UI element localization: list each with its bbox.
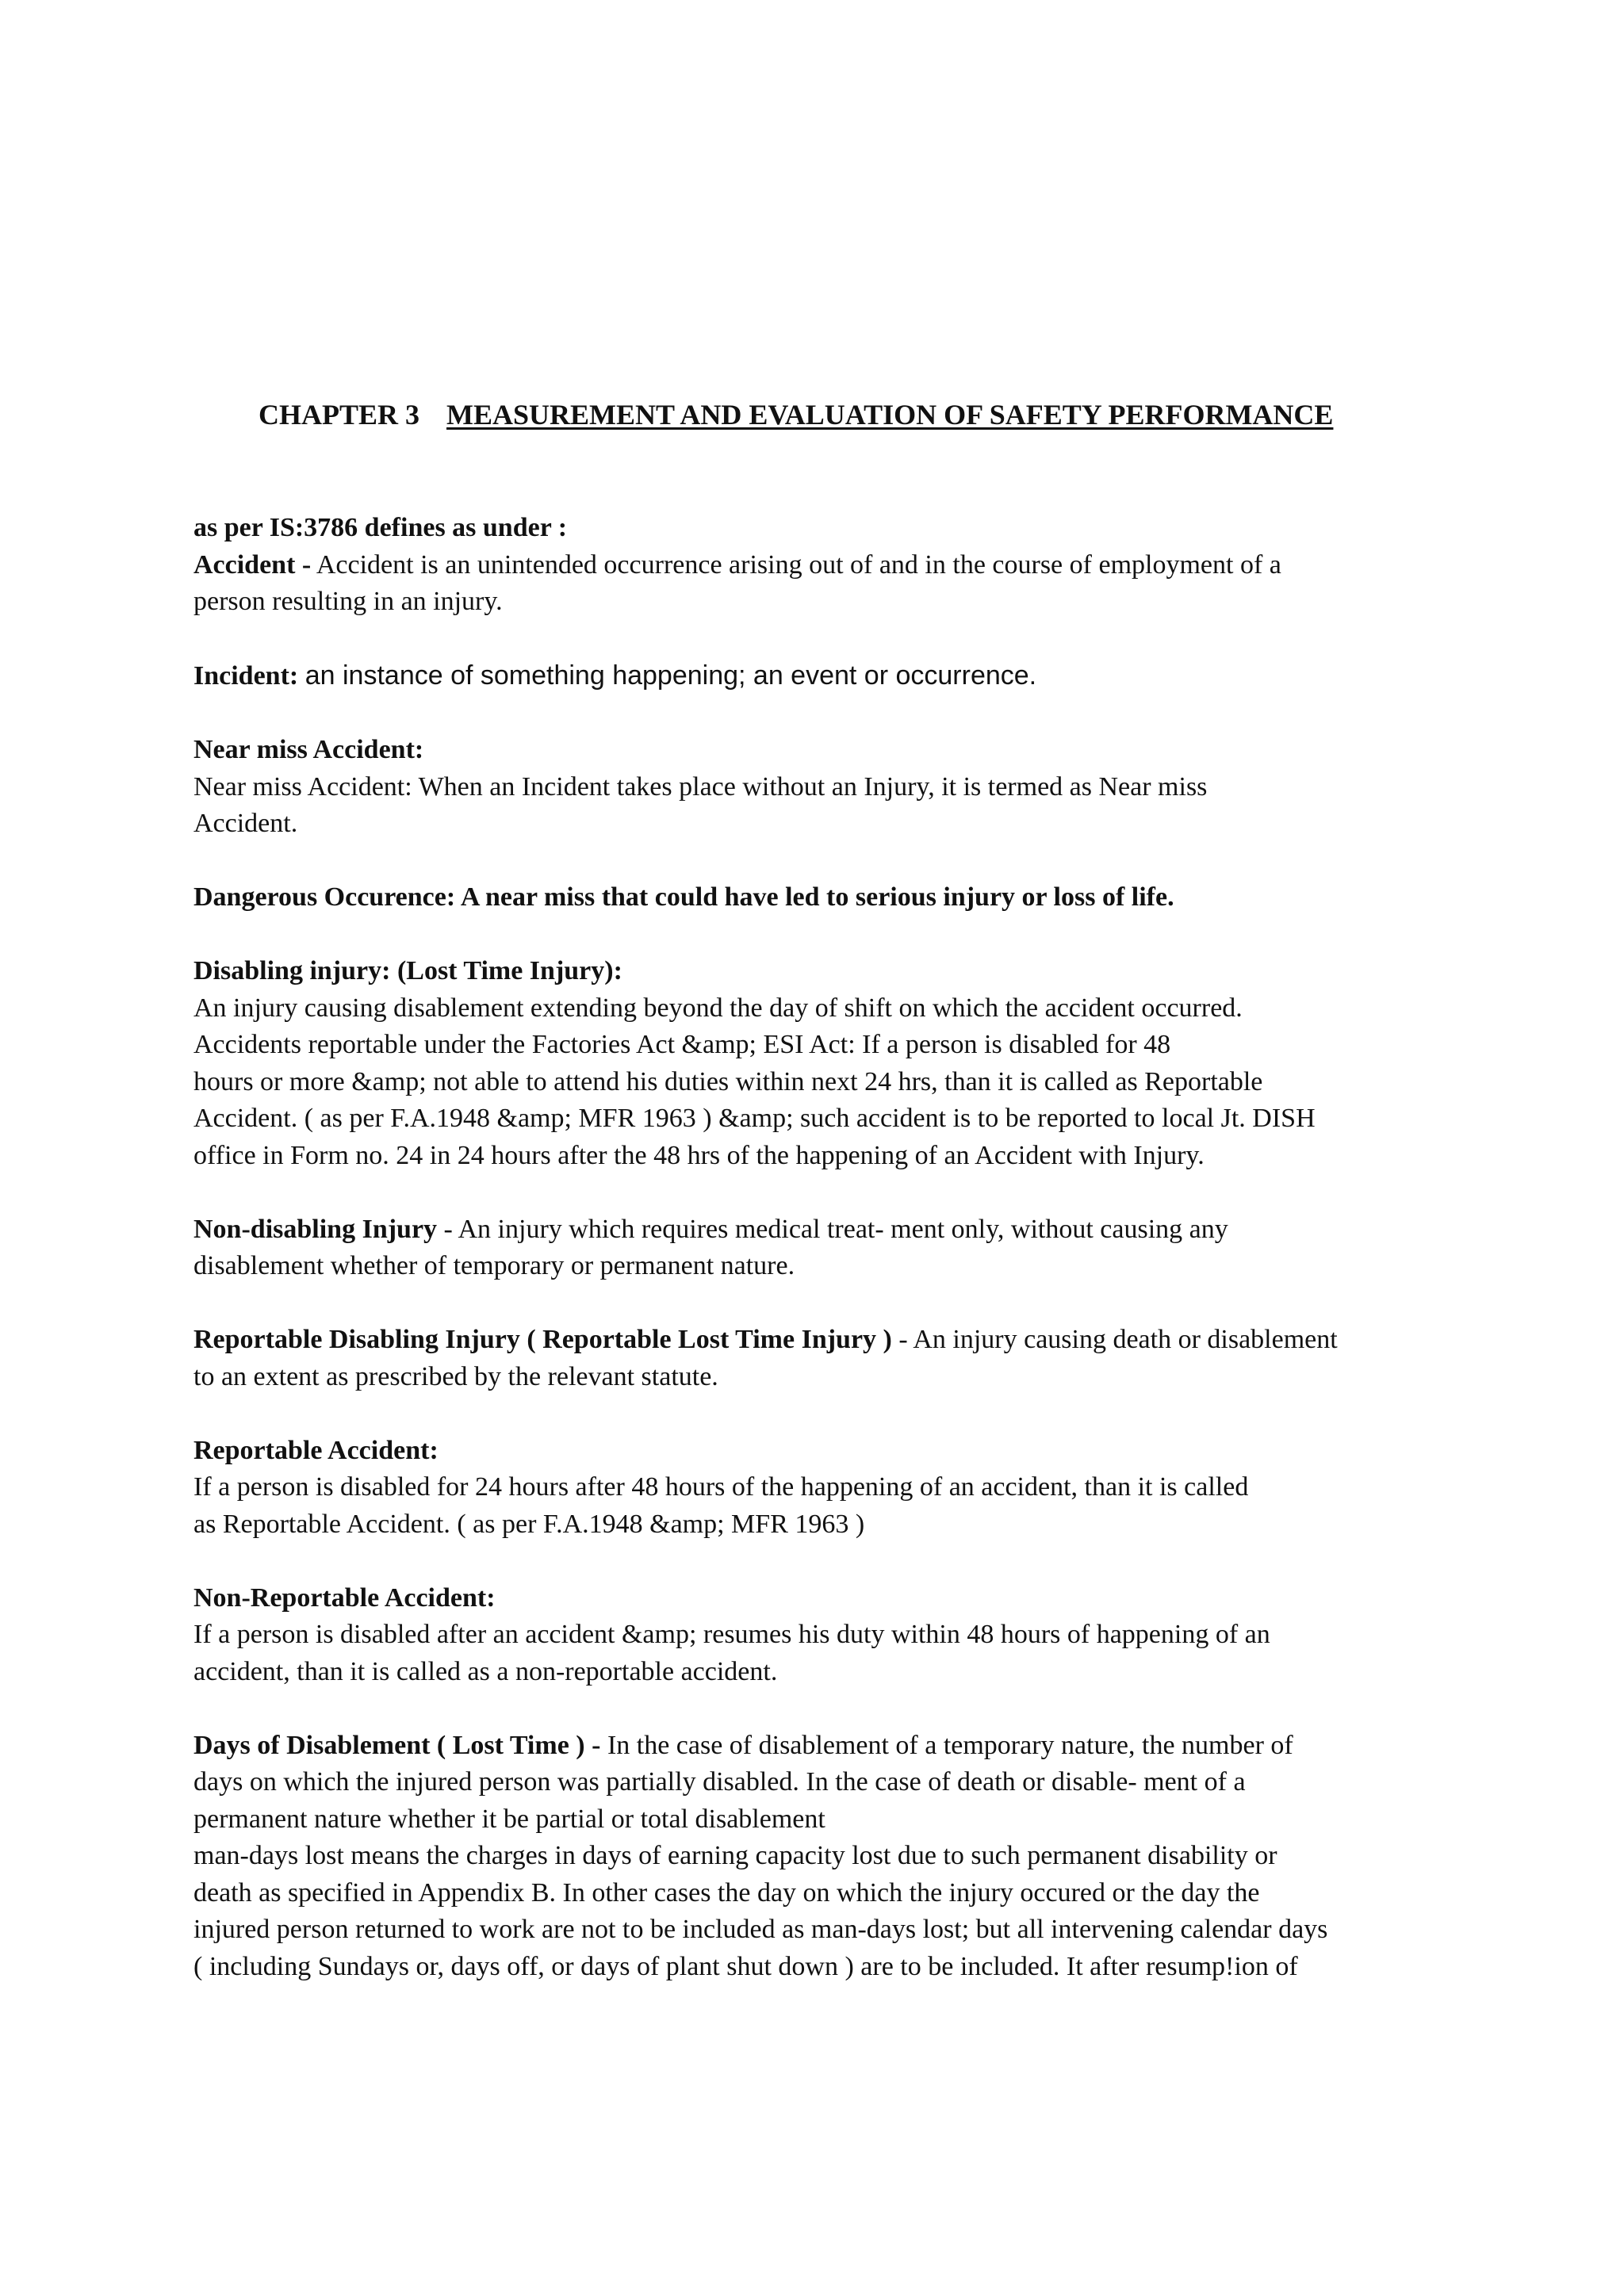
near-miss-text-line: Near miss Accident: When an Incident takes place without an Injury, it is termed as Near miss xyxy=(193,771,1208,802)
term-near-miss: Near miss Accident: xyxy=(193,735,424,764)
days-disablement-text-line: man-days lost means the charges in days of earning capacity lost due to such permanent disability or xyxy=(193,1841,1277,1870)
intro-line: as per IS:3786 defines as under : xyxy=(193,513,568,542)
chapter-heading xyxy=(259,398,1333,431)
term-non-reportable-accident: Non-Reportable Accident: xyxy=(193,1582,496,1613)
disabling-text-line: office in Form no. 24 in 24 hours after the 48 hrs of the happening of an Accident with Injury. xyxy=(193,1140,1205,1170)
reportable-disabling-text-line: to an extent as prescribed by the relevant statute. xyxy=(193,1361,718,1391)
reportable-disabling-text-line: - An injury causing death or disablement xyxy=(891,1325,1338,1354)
disabling-text-line: hours or more &amp; not able to attend his duties within next 24 hrs, than it is called as Reportable xyxy=(193,1066,1263,1096)
definition-incident xyxy=(193,657,1462,695)
document-body xyxy=(193,510,1462,1985)
chapter-title: MEASUREMENT AND EVALUATION OF SAFETY PERFORMANCE xyxy=(446,399,1334,430)
non-disabling-text-line: - An injury which requires medical treat- ment only, without causing any xyxy=(437,1214,1228,1244)
definition-accident xyxy=(193,510,1462,621)
days-disablement-text-line: days on which the injured person was partially disabled. In the case of death or disable- ment of a xyxy=(193,1767,1246,1797)
definition-days-of-disablement xyxy=(193,1728,1462,1986)
chapter-number: CHAPTER 3 xyxy=(259,399,420,430)
reportable-text-line: as Reportable Accident. ( as per F.A.1948 &amp; MFR 1963 ) xyxy=(193,1509,865,1539)
non-reportable-text-line: accident, than it is called as a non-reportable accident. xyxy=(193,1656,778,1686)
definition-reportable-accident xyxy=(193,1433,1462,1544)
accident-text-line: person resulting in an injury. xyxy=(193,587,503,616)
accident-text-line: Accident is an unintended occurrence arising out of and in the course of employment of a xyxy=(316,549,1281,580)
term-days-of-disablement: Days of Disablement ( Lost Time ) - xyxy=(193,1730,601,1760)
term-accident: Accident - xyxy=(193,549,312,580)
days-disablement-text-line: In the case of disablement of a temporary nature, the number of xyxy=(600,1730,1293,1760)
days-disablement-text-line: ( including Sundays or, days off, or days of plant shut down ) are to be included. It after resump!ion of xyxy=(193,1951,1298,1981)
definition-disabling-injury xyxy=(193,953,1462,1174)
term-reportable-accident: Reportable Accident: xyxy=(193,1435,439,1465)
disabling-text-line: Accidents reportable under the Factories Act &amp; ESI Act: If a person is disabled for 48 xyxy=(193,1030,1171,1059)
incident-text: an instance of something happening; an event or occurrence. xyxy=(304,660,1037,691)
reportable-text-line: If a person is disabled for 24 hours after 48 hours of the happening of an accident, than it is called xyxy=(193,1472,1249,1502)
term-reportable-disabling-injury: Reportable Disabling Injury ( Reportable Lost Time Injury ) xyxy=(193,1325,892,1354)
definition-dangerous-occurence xyxy=(193,879,1462,916)
near-miss-text-line: Accident. xyxy=(193,809,298,838)
days-disablement-text-line: permanent nature whether it be partial or total disablement xyxy=(193,1804,825,1834)
non-reportable-text-line: If a person is disabled after an accident &amp; resumes his duty within 48 hours of happening of an xyxy=(193,1620,1270,1649)
term-disabling-injury: Disabling injury: (Lost Time Injury): xyxy=(193,956,622,985)
definition-non-reportable-accident xyxy=(193,1580,1462,1691)
definition-reportable-disabling-injury xyxy=(193,1322,1462,1395)
non-disabling-text-line: disablement whether of temporary or permanent nature. xyxy=(193,1251,795,1280)
definition-non-disabling-injury xyxy=(193,1211,1462,1285)
term-non-disabling-injury: Non-disabling Injury xyxy=(193,1214,438,1244)
disabling-text-line: An injury causing disablement extending beyond the day of shift on which the accident occurred. xyxy=(193,993,1243,1023)
days-disablement-text-line: death as specified in Appendix B. In other cases the day on which the injury occured or the day the xyxy=(193,1877,1260,1908)
dangerous-occurence-text: Dangerous Occurence: A near miss that could have led to serious injury or loss of life. xyxy=(193,882,1174,912)
definition-near-miss xyxy=(193,732,1462,843)
disabling-text-line: Accident. ( as per F.A.1948 &amp; MFR 1963 ) &amp; such accident is to be reported to local Jt. DISH xyxy=(193,1104,1316,1133)
days-disablement-text-line: injured person returned to work are not to be included as man-days lost; but all intervening calendar days xyxy=(193,1915,1328,1944)
term-incident: Incident: xyxy=(193,661,299,691)
